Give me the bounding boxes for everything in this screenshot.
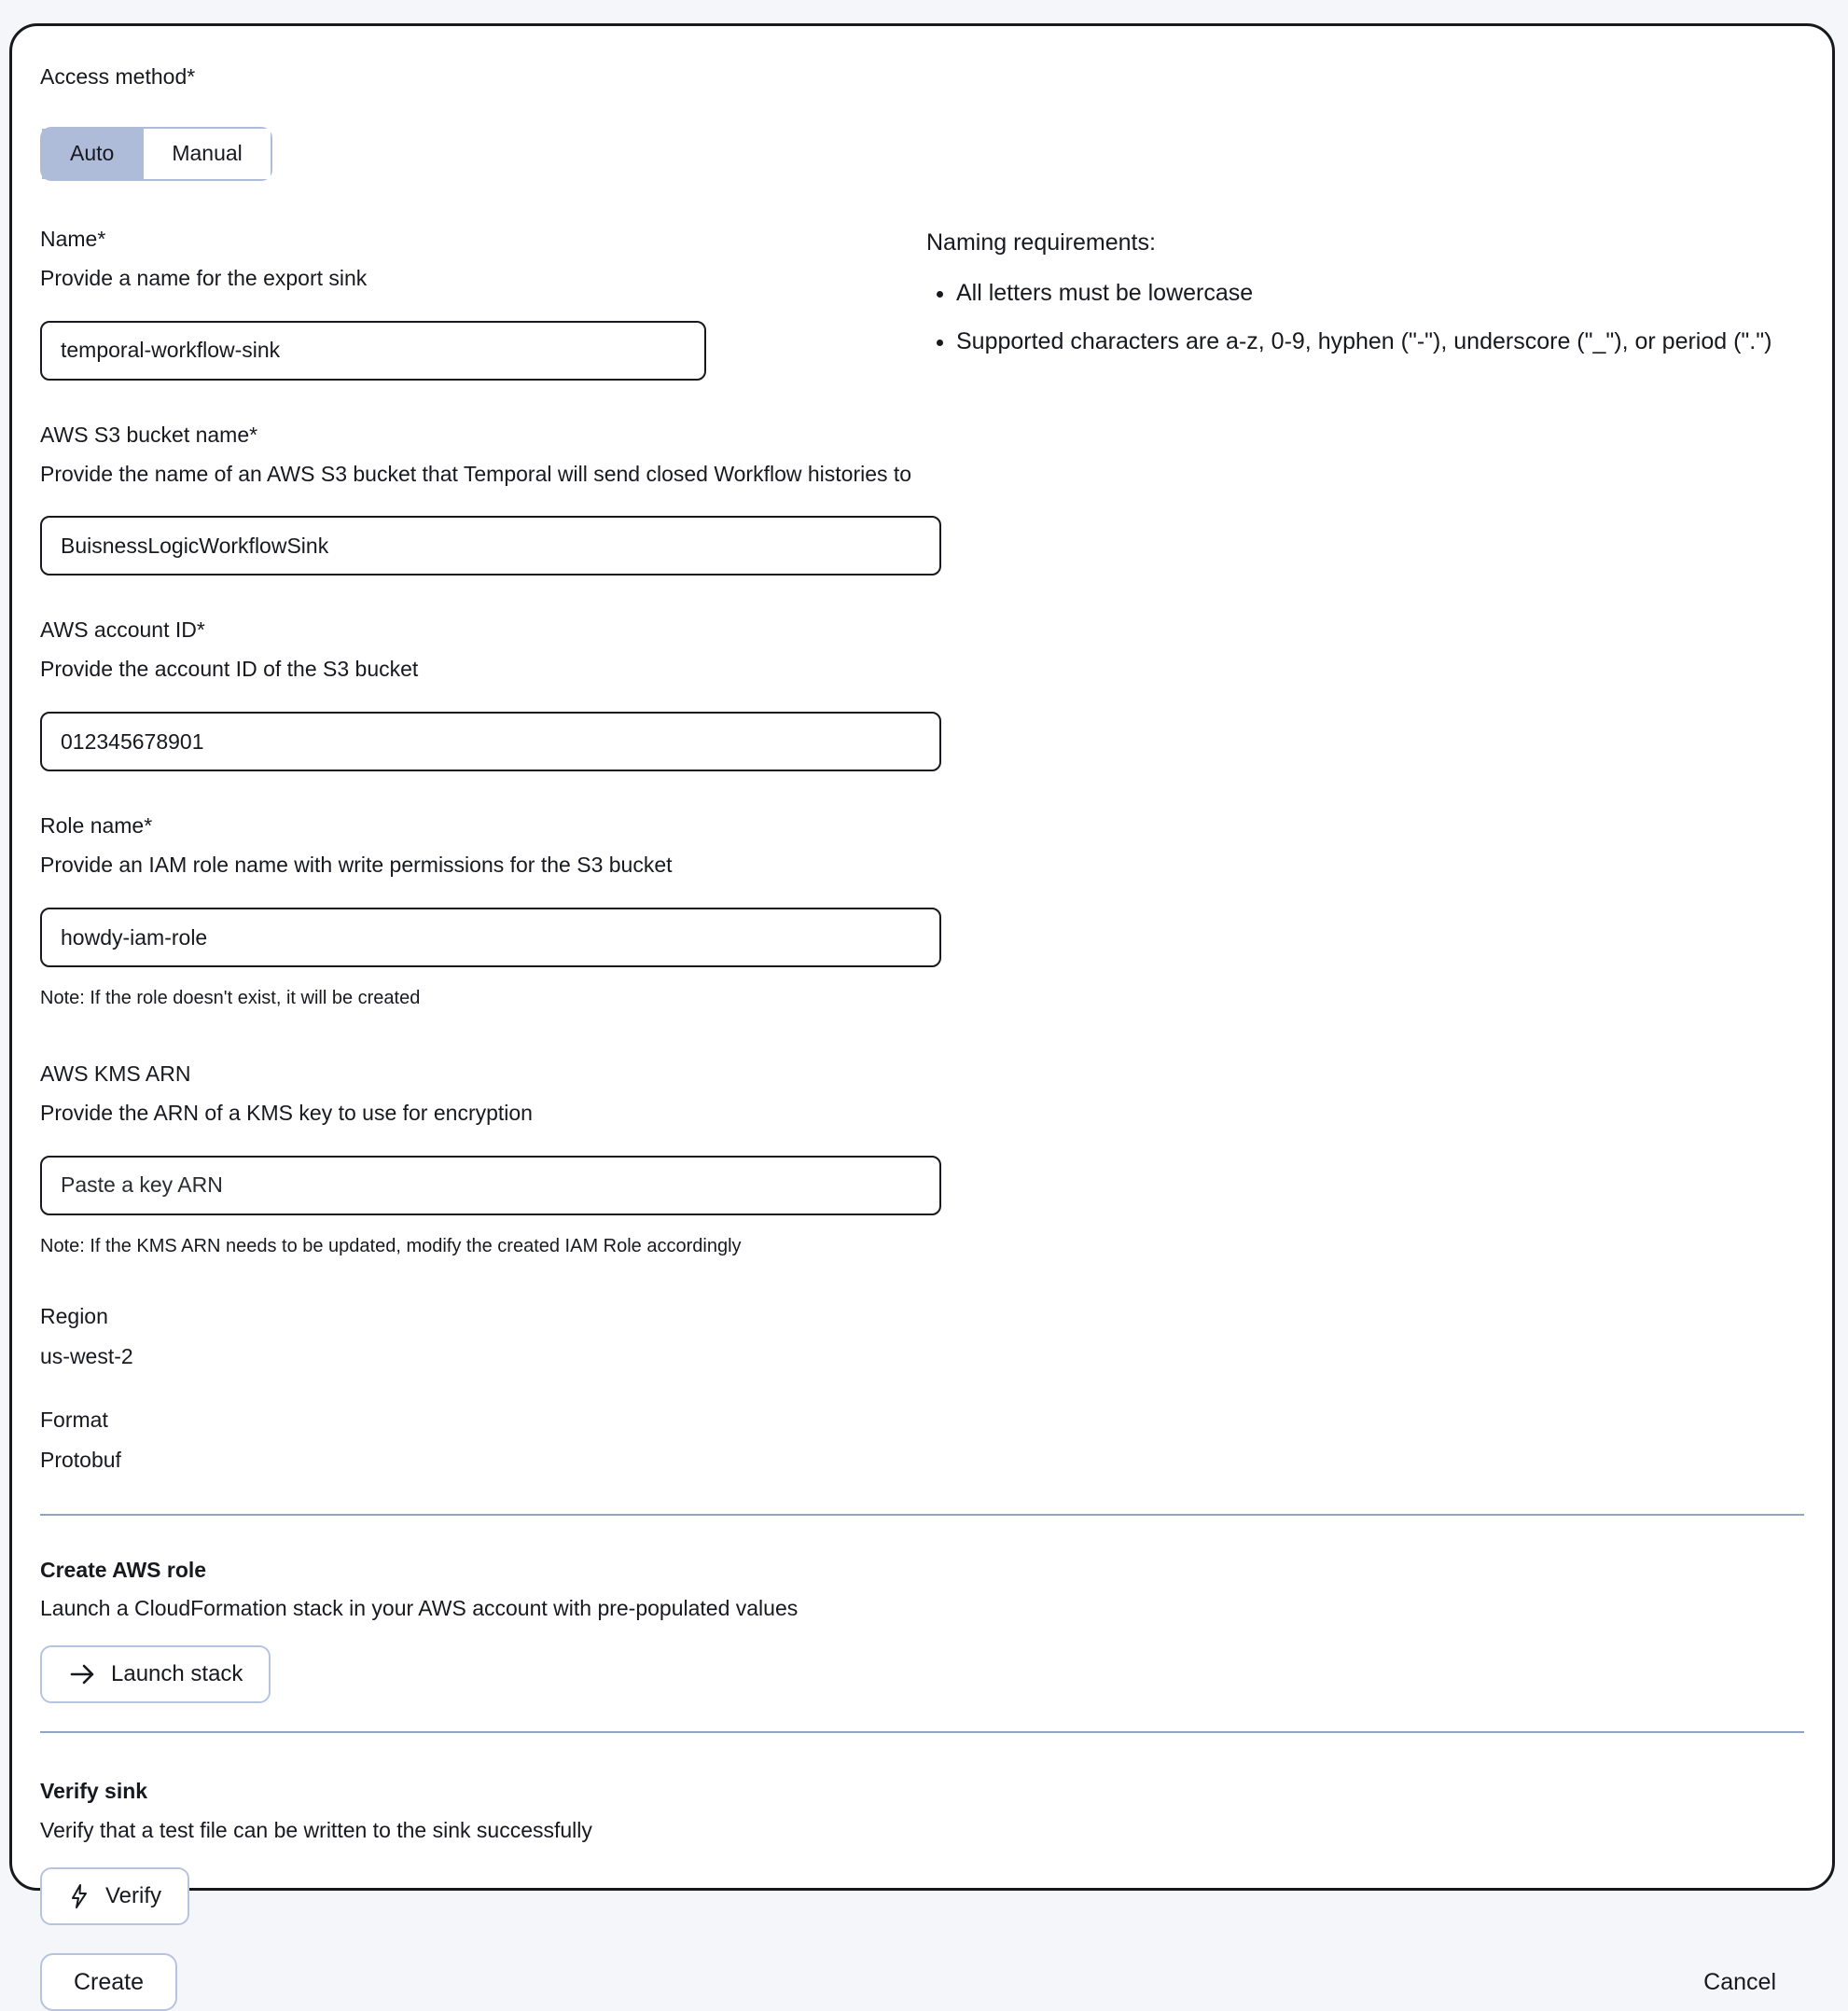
naming-requirements-title: Naming requirements: xyxy=(926,229,1156,256)
s3-bucket-field-group xyxy=(40,422,1804,576)
naming-requirements-list xyxy=(926,276,1799,359)
section-divider xyxy=(40,1731,1804,1733)
kms-arn-note: Note: If the KMS ARN needs to be updated, modify the created IAM Role accordingly xyxy=(40,1235,742,1256)
s3-bucket-input[interactable] xyxy=(40,516,941,576)
format-value: Protobuf xyxy=(40,1447,121,1472)
name-input[interactable] xyxy=(40,321,706,381)
create-aws-role-description: Launch a CloudFormation stack in your AWS account with pre-populated values xyxy=(40,1596,799,1621)
create-button[interactable] xyxy=(40,1953,177,2011)
name-field-group xyxy=(40,226,706,381)
toggle-option-manual-label: Manual xyxy=(172,141,243,166)
launch-stack-button-label: Launch stack xyxy=(111,1661,243,1687)
export-sink-form-card xyxy=(9,23,1835,1995)
lightning-icon xyxy=(68,1882,90,1910)
arrow-right-icon xyxy=(68,1662,96,1686)
cancel-button[interactable] xyxy=(1703,1969,1776,1996)
kms-arn-description: Provide the ARN of a KMS key to use for encryption xyxy=(40,1100,533,1125)
toggle-option-auto[interactable] xyxy=(42,129,142,179)
naming-requirement-item: • Supported characters are a-z, 0-9, hyphen ("-"), underscore ("_"), or period (".") xyxy=(956,325,1799,360)
create-button-label: Create xyxy=(74,1968,145,1995)
launch-stack-button[interactable] xyxy=(40,1645,271,1703)
access-method-toggle xyxy=(40,127,272,181)
region-readonly-group xyxy=(40,1303,1804,1369)
access-method-label: Access method* xyxy=(40,64,196,89)
naming-requirements xyxy=(926,228,1799,373)
verify-button-label: Verify xyxy=(105,1883,162,1909)
kms-arn-input[interactable] xyxy=(40,1156,941,1215)
s3-bucket-description: Provide the name of an AWS S3 bucket that Temporal will send closed Workflow histories to xyxy=(40,461,912,486)
name-field-label: Name* xyxy=(40,226,106,251)
role-name-field-group xyxy=(40,812,1804,1010)
kms-arn-field-group xyxy=(40,1061,1804,1258)
verify-sink-section xyxy=(40,1778,1804,1925)
verify-sink-description: Verify that a test file can be written to the sink successfully xyxy=(40,1818,592,1843)
section-divider xyxy=(40,1514,1804,1516)
name-and-requirements-row xyxy=(40,226,1804,381)
kms-arn-label: AWS KMS ARN xyxy=(40,1061,191,1087)
account-id-input[interactable] xyxy=(40,712,941,771)
format-readonly-group xyxy=(40,1407,1804,1473)
verify-sink-title: Verify sink xyxy=(40,1779,148,1804)
region-label: Region xyxy=(40,1303,108,1328)
create-aws-role-title: Create AWS role xyxy=(40,1557,207,1582)
name-field-description: Provide a name for the export sink xyxy=(40,265,368,290)
format-label: Format xyxy=(40,1407,108,1432)
verify-button[interactable] xyxy=(40,1867,189,1925)
role-name-label: Role name* xyxy=(40,813,153,839)
role-name-input[interactable] xyxy=(40,908,941,967)
toggle-option-auto-label: Auto xyxy=(70,141,115,166)
naming-requirement-item: • All letters must be lowercase xyxy=(956,276,1799,312)
account-id-label: AWS account ID* xyxy=(40,617,205,643)
form-footer xyxy=(40,1953,1804,2011)
region-value: us-west-2 xyxy=(40,1343,133,1368)
account-id-field-group xyxy=(40,617,1804,771)
create-aws-role-section xyxy=(40,1557,1804,1704)
role-name-note: Note: If the role doesn't exist, it will be created xyxy=(40,988,421,1009)
s3-bucket-label: AWS S3 bucket name* xyxy=(40,422,258,447)
toggle-option-manual[interactable] xyxy=(142,129,270,179)
cancel-button-label: Cancel xyxy=(1703,1968,1776,1995)
account-id-description: Provide the account ID of the S3 bucket xyxy=(40,657,419,682)
role-name-description: Provide an IAM role name with write permissions for the S3 bucket xyxy=(40,853,673,878)
